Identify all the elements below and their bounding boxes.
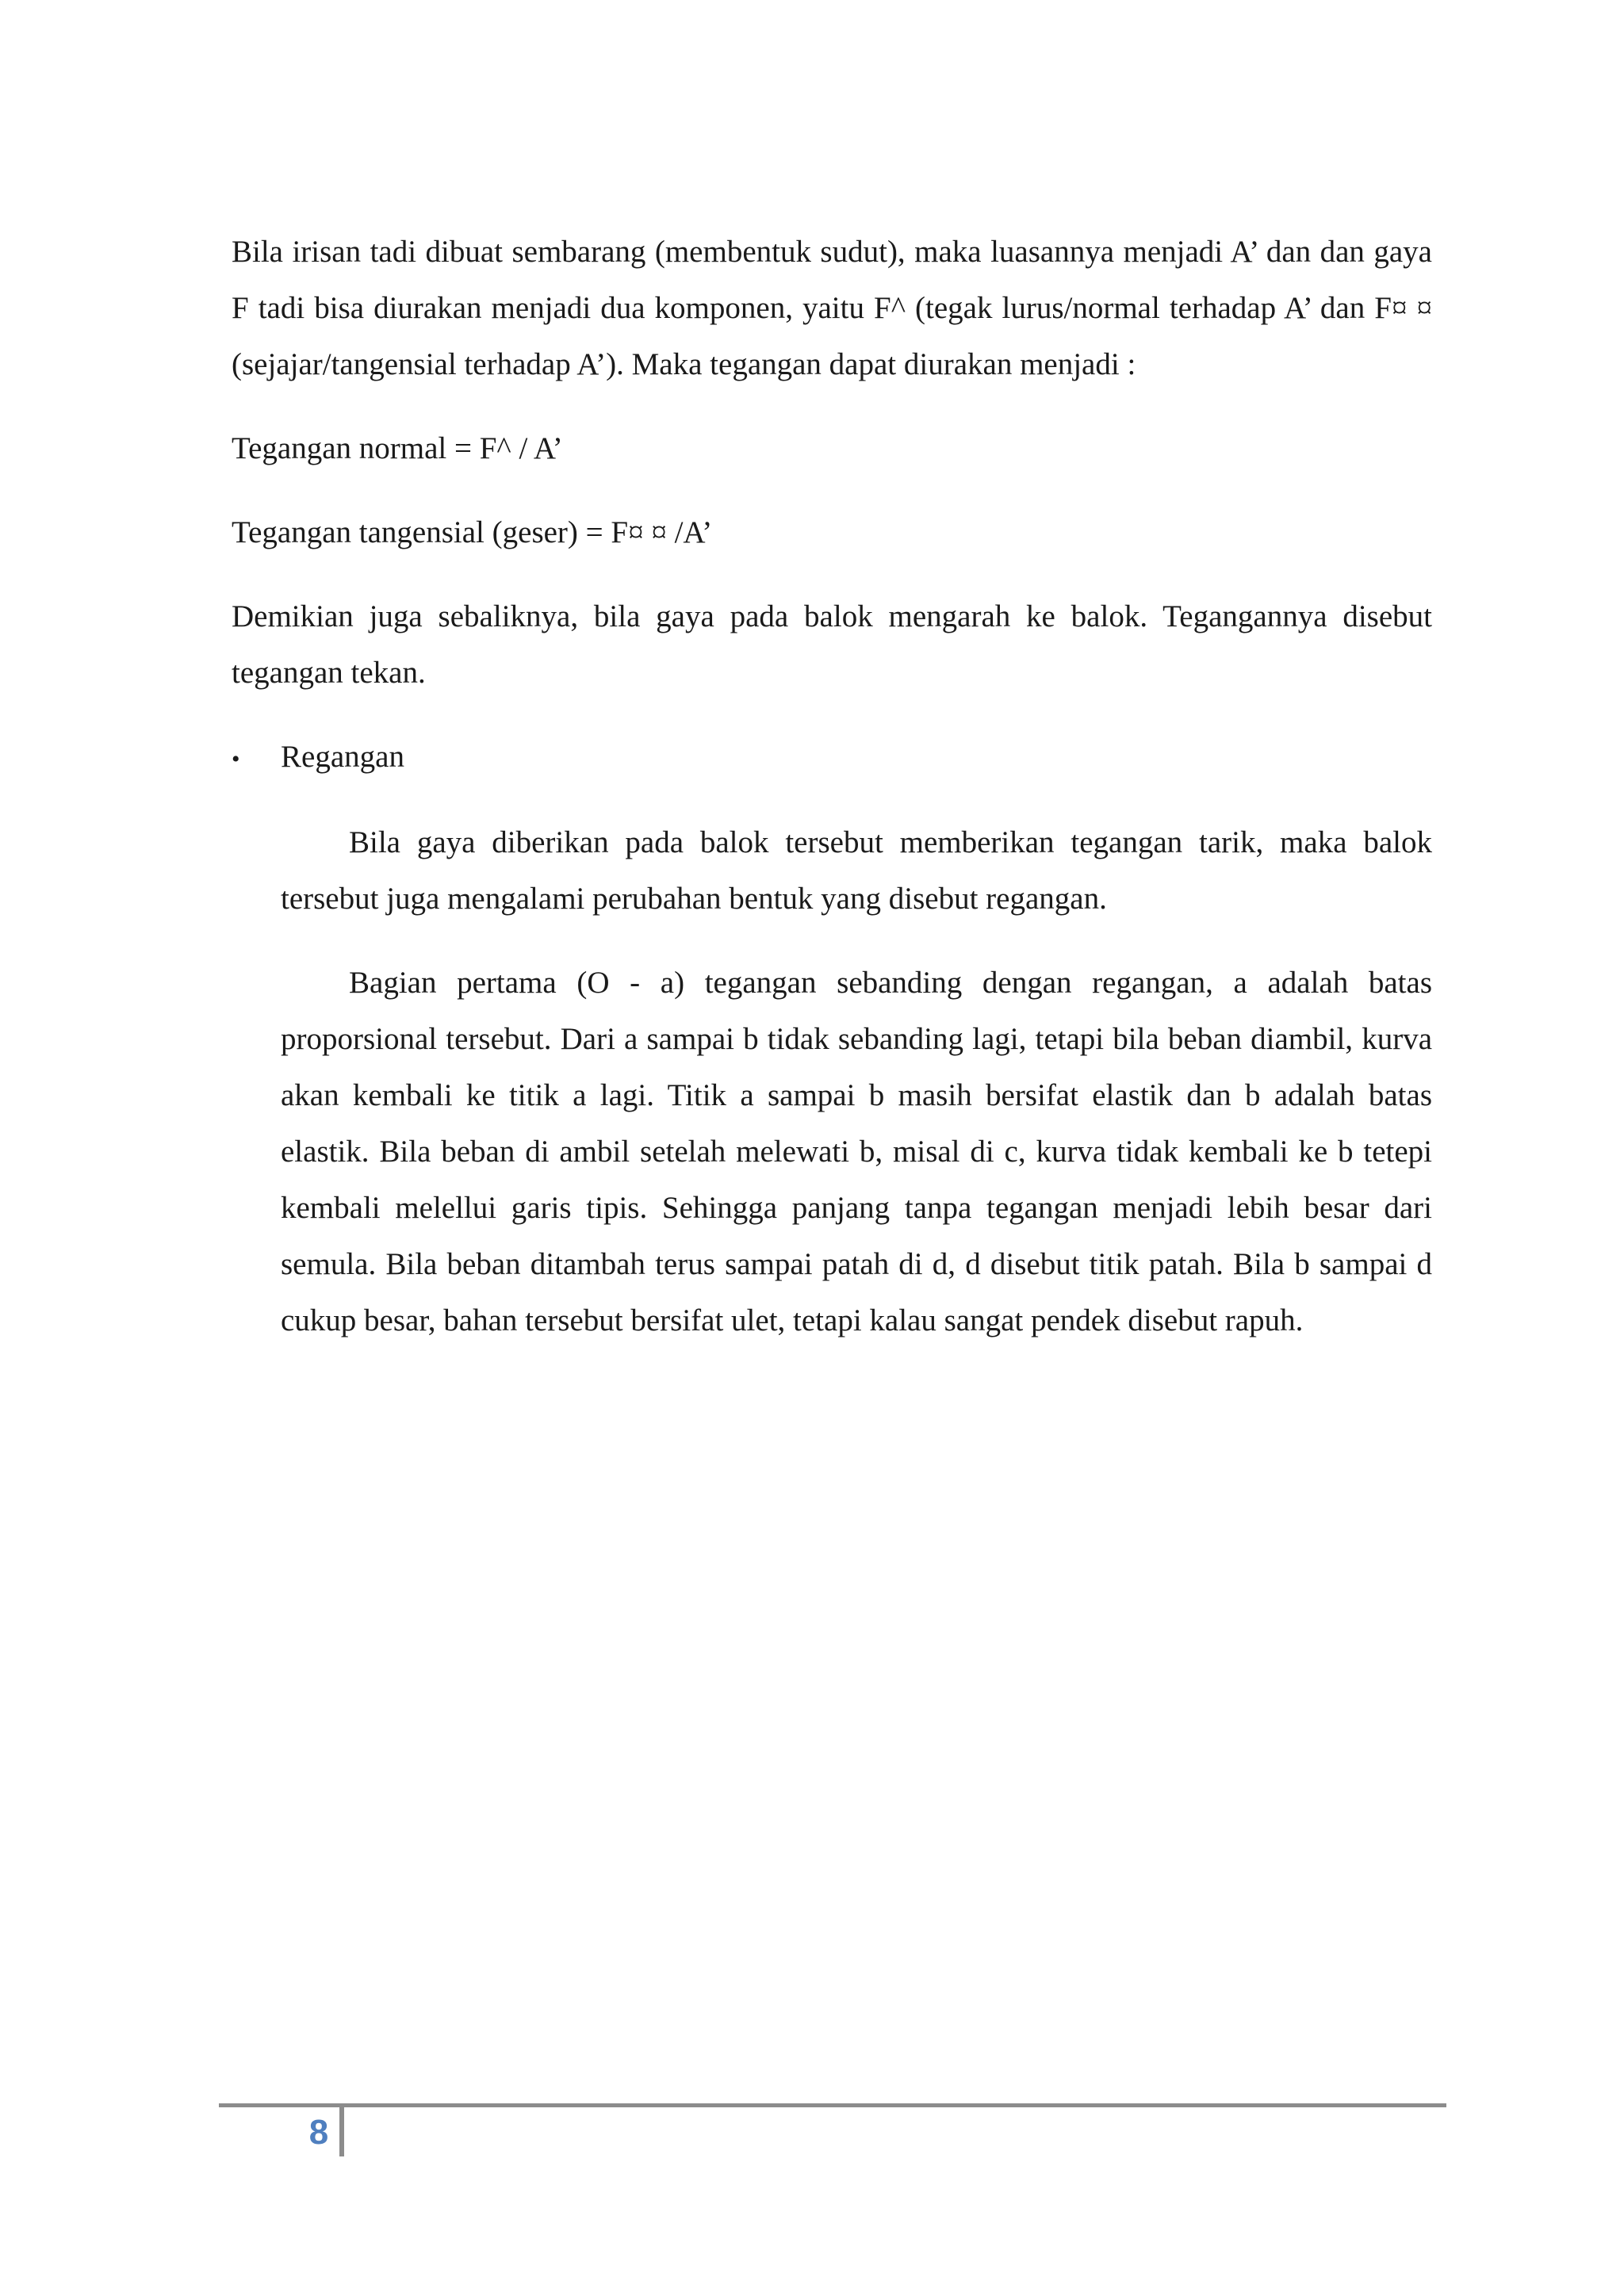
bullet-icon: • bbox=[232, 746, 240, 772]
bullet-heading: Regangan bbox=[281, 740, 404, 774]
paragraph-regangan-definisi: Bila gaya diberikan pada balok tersebut memberikan tegangan tarik, maka balok tersebut juga mengalami perubahan bentuk yang disebut regangan. bbox=[281, 825, 1432, 916]
footer-divider-line bbox=[219, 2103, 1446, 2107]
page-number-divider bbox=[339, 2107, 344, 2156]
bullet-regangan bbox=[232, 729, 1432, 787]
paragraph-tegangan-tekan: Demikian juga sebaliknya, bila gaya pada balok mengarah ke balok. Tegangannya disebut tegangan tekan. bbox=[232, 599, 1432, 690]
page-number: 8 bbox=[308, 2113, 329, 2152]
page-content bbox=[232, 224, 1432, 1376]
paragraph-regangan-kurva: Bagian pertama (O - a) tegangan sebanding dengan regangan, a adalah batas proporsional tersebut. Dari a sampai b tidak sebanding lagi, tetapi bila beban diambil, kurva akan kembali ke titik a lagi. Titik a sampai b masih bersifat elastik dan b adalah batas elastik. Bila beban di ambil setelah melewati b, misal di c, kurva tidak kembali ke b tetepi kembali melellui garis tipis. Sehingga panjang tanpa tegangan menjadi lebih besar dari semula. Bila beban ditambah terus sampai patah di d, d disebut titik patah. Bila b sampai d cukup besar, bahan tersebut bersifat ulet, tetapi kalau sangat pendek disebut rapuh. bbox=[281, 966, 1432, 1337]
paragraph-irisan: Bila irisan tadi dibuat sembarang (membentuk sudut), maka luasannya menjadi A’ dan dan gaya F tadi bisa diurakan menjadi dua komponen, yaitu F^ (tegak lurus/normal terhadap A’ dan F¤ ¤ (sejajar/tangensial terhadap A’). Maka tegangan dapat diurakan menjadi : bbox=[232, 235, 1432, 381]
regangan-section bbox=[281, 814, 1432, 1349]
formula-tegangan-normal: Tegangan normal = F^ / A’ bbox=[232, 431, 563, 465]
formula-tegangan-tangensial: Tegangan tangensial (geser) = F¤ ¤ /A’ bbox=[232, 515, 713, 549]
